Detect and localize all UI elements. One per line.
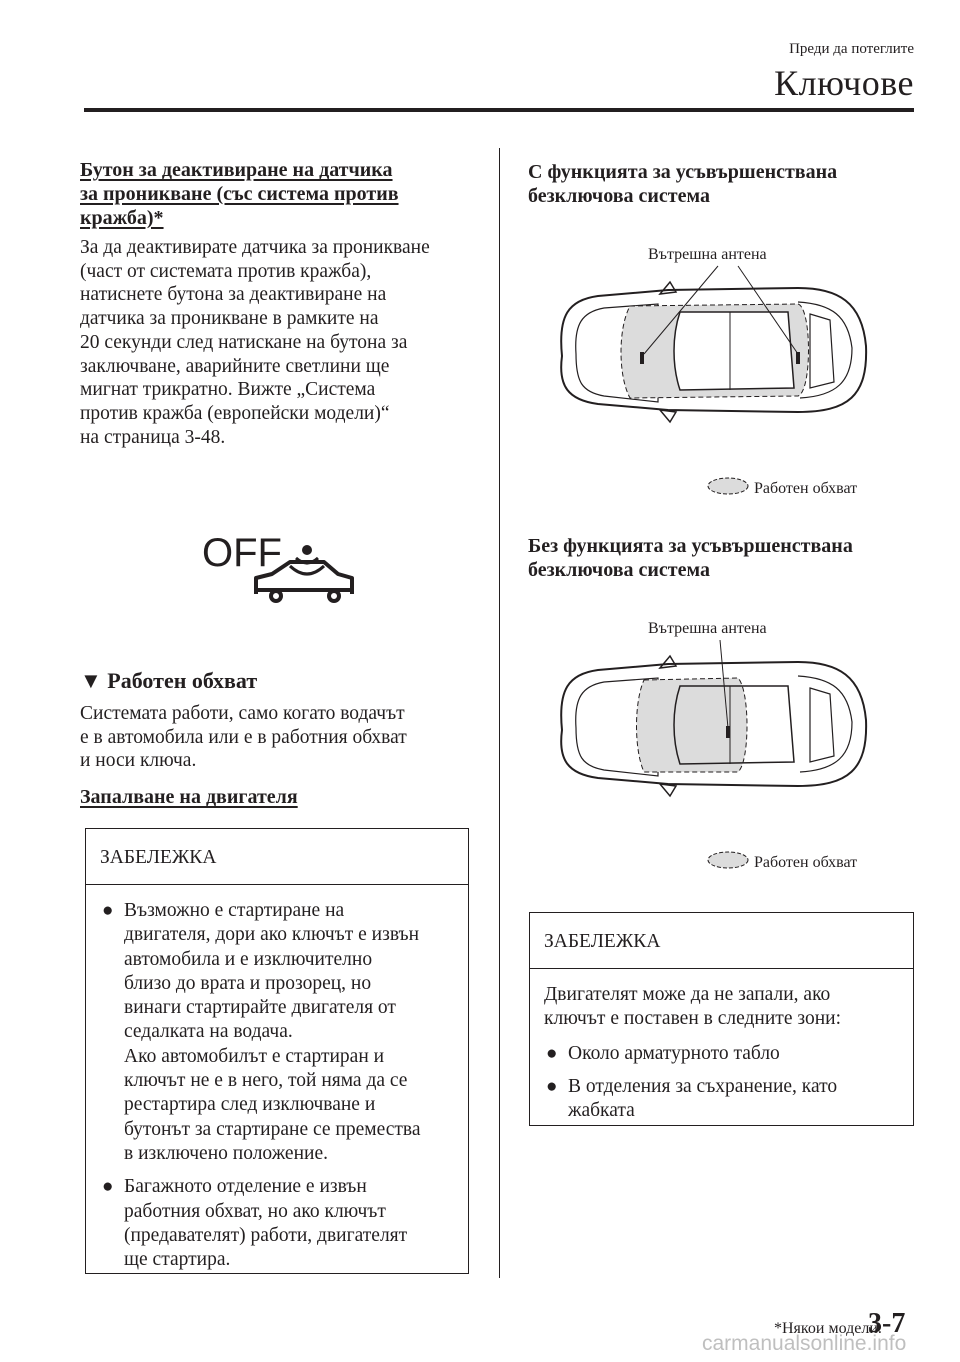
bullet-icon: ● (102, 1176, 114, 1198)
column-divider (499, 148, 500, 1278)
page-number: 3-7 (868, 1308, 906, 1339)
note-title: ЗАБЕЛЕЖКА (530, 913, 913, 969)
diagram-with-advanced-keyless (548, 236, 878, 504)
watermark: carmanualsonline.info (702, 1332, 907, 1355)
paragraph-operating-range: Системата работи, само когато водачът е в автомобила или е в работния обхват и носи ключа. (80, 703, 407, 772)
running-header-section: Преди да потеглите (789, 41, 914, 57)
note-bullet: ● Багажното отделение е извън работния обхват, но ако ключът (предавателят) работи, двигателят ще стартира. (102, 1176, 408, 1271)
heading-without-advanced-keyless: Без функцията за усъвършенствана безключова система (528, 535, 853, 581)
bullet-icon: ● (546, 1042, 558, 1064)
bullet-icon: ● (546, 1075, 558, 1097)
range-legend-label: Работен обхват (754, 480, 858, 497)
running-header-chapter: Ключове (774, 63, 914, 103)
note-box-key-zones (529, 912, 914, 1126)
intrusion-sensor-off-icon (196, 528, 366, 608)
paragraph-intrusion-sensor: За да деактивирате датчика за проникване (част от системата против кражба), натиснете бутона за деактивиране на датчика за проникване в рамките на 20 секунди след натискане на бутона за заключване, аварийните светлини ще мигнат трикратно. Вижте „Система против кражба (европейски модели)“ на страница 3-48. (80, 237, 430, 448)
heading-intrusion-sensor-cancel: Бутон за деактивиране на датчика за проникване (със система против кражба)* (80, 159, 399, 229)
footnote-some-models: *Някои модели. (774, 1320, 882, 1337)
antenna-label: Вътрешна антена (648, 246, 767, 263)
note-bullet: ● Около арматурното табло (544, 1042, 899, 1066)
note-box-engine-start (85, 828, 469, 1274)
note-title: ЗАБЕЛЕЖКА (86, 829, 468, 885)
note-bullet: ● В отделения за съхранение, като жабката (546, 1075, 838, 1122)
bullet-icon: ● (102, 900, 114, 921)
header-rule (84, 108, 914, 112)
heading-with-advanced-keyless: С функцията за усъвършенствана безключова система (528, 161, 838, 207)
off-icon-text: OFF (202, 531, 282, 575)
note-bullet: ● Възможно е стартиране на двигателя, дори ако ключът е извън автомобила и е изключително близо до врата и прозорец, но винаги стартирайте двигателя от седалката на водача. Ако автомобилът е стартиран и ключът не е в него, той няма да се рестартира след изключване и бутонът за стартиране се премества в изключено положение. (102, 900, 421, 1164)
antenna-label: Вътрешна антена (648, 620, 767, 637)
note-content (530, 969, 913, 1142)
section-marker-icon: ▼ (80, 668, 102, 693)
section-title-operating-range: ▼ Работен обхват (80, 668, 258, 693)
range-legend-label: Работен обхват (754, 854, 858, 871)
note-content (86, 885, 468, 1291)
subheading-engine-start: Запалване на двигателя (80, 786, 298, 808)
diagram-without-advanced-keyless (548, 610, 878, 878)
note-intro: Двигателят може да не запали, ако ключът е поставен в следните зони: (544, 984, 841, 1030)
